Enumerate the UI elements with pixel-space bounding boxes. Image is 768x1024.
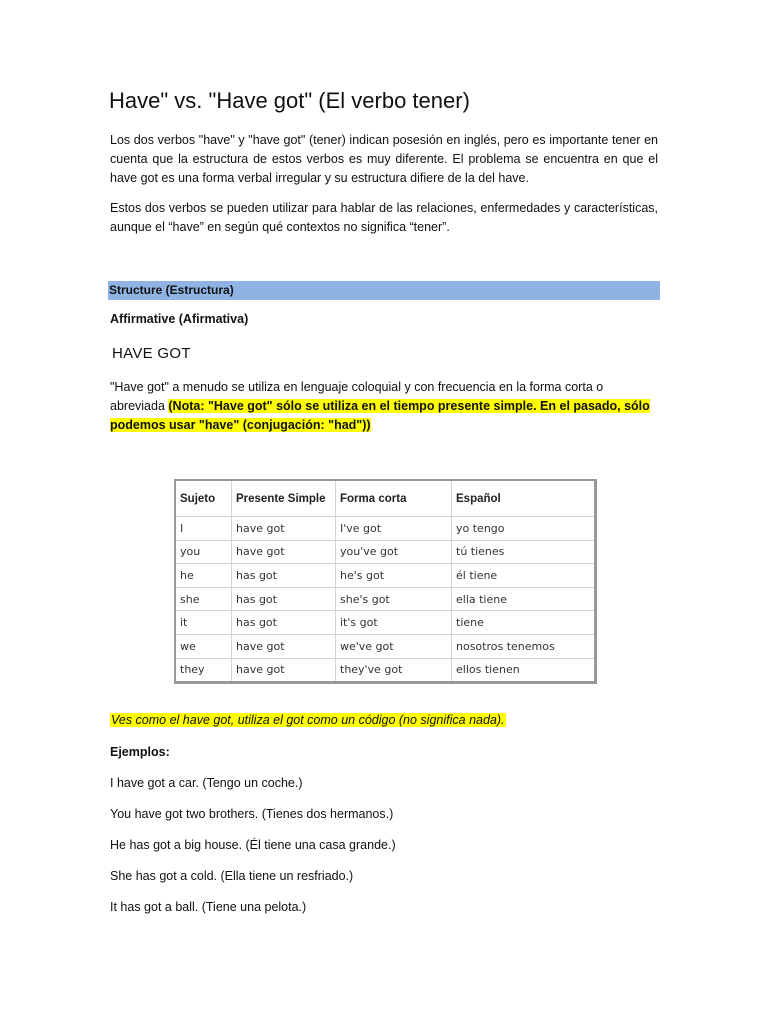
- example-sentence: You have got two brothers. (Tienes dos hermanos.): [110, 807, 394, 821]
- cell-short: you've got: [336, 540, 452, 564]
- table-row: [175, 587, 596, 611]
- have-got-heading: HAVE GOT: [112, 345, 191, 362]
- table-row: [175, 540, 596, 564]
- conjugation-table: [174, 479, 597, 684]
- cell-short: he's got: [336, 564, 452, 588]
- cell-subject: I: [175, 517, 232, 541]
- cell-short: I've got: [336, 517, 452, 541]
- cell-spanish: tiene: [452, 611, 596, 635]
- page-title: Have" vs. "Have got" (El verbo tener): [109, 88, 470, 113]
- section-heading-bar: Structure (Estructura): [108, 281, 660, 300]
- cell-present: has got: [232, 564, 336, 588]
- have-got-note: (Nota: "Have got" sólo se utiliza en el tiempo presente simple. En el pasado, sólo podemos usar "have" (conjugación: "had")): [110, 399, 650, 432]
- cell-present: have got: [232, 634, 336, 658]
- example-sentence: She has got a cold. (Ella tiene un resfriado.): [110, 869, 354, 883]
- cell-present: have got: [232, 658, 336, 683]
- header-forma-corta: Forma corta: [336, 480, 452, 517]
- cell-present: have got: [232, 540, 336, 564]
- header-presente-simple: Presente Simple: [232, 480, 336, 517]
- cell-short: it's got: [336, 611, 452, 635]
- intro-paragraph-2: Estos dos verbos se pueden utilizar para hablar de las relaciones, enfermedades y características, aunque el “have” en según qué contextos no significa “tener”.: [110, 201, 658, 234]
- cell-subject: he: [175, 564, 232, 588]
- table-row: [175, 564, 596, 588]
- table-row: [175, 634, 596, 658]
- affirmative-heading: Affirmative (Afirmativa): [110, 312, 249, 326]
- example-sentence: He has got a big house. (Él tiene una casa grande.): [110, 838, 396, 852]
- cell-present: has got: [232, 587, 336, 611]
- cell-spanish: él tiene: [452, 564, 596, 588]
- cell-subject: it: [175, 611, 232, 635]
- cell-short: she's got: [336, 587, 452, 611]
- cell-subject: you: [175, 540, 232, 564]
- table-header-row: [175, 480, 596, 517]
- table-row: [175, 658, 596, 683]
- table-row: [175, 517, 596, 541]
- cell-subject: they: [175, 658, 232, 683]
- cell-spanish: nosotros tenemos: [452, 634, 596, 658]
- header-espanol: Español: [452, 480, 596, 517]
- example-sentence: I have got a car. (Tengo un coche.): [110, 776, 303, 790]
- examples-heading: Ejemplos:: [110, 745, 170, 759]
- cell-spanish: ella tiene: [452, 587, 596, 611]
- table-row: [175, 611, 596, 635]
- cell-subject: we: [175, 634, 232, 658]
- cell-present: have got: [232, 517, 336, 541]
- cell-spanish: ellos tienen: [452, 658, 596, 683]
- cell-short: they've got: [336, 658, 452, 683]
- cell-subject: she: [175, 587, 232, 611]
- cell-present: has got: [232, 611, 336, 635]
- example-sentence: It has got a ball. (Tiene una pelota.): [110, 900, 307, 914]
- intro-paragraph-1: Los dos verbos "have" y "have got" (tener) indican posesión en inglés, pero es importante tener en cuenta que la estructura de estos verbos es muy diferente. El problema se encuentra en que el have got es una forma verbal irregular y su estructura difiere de la del have.: [110, 133, 658, 185]
- header-sujeto: Sujeto: [175, 480, 232, 517]
- have-got-text: "Have got" a menudo se utiliza en lenguaje coloquial y con frecuencia en la forma corta o abreviada: [110, 380, 604, 413]
- have-got-paragraph: [110, 378, 658, 435]
- highlighted-note: Ves como el have got, utiliza el got como un código (no significa nada).: [111, 713, 505, 727]
- cell-spanish: tú tienes: [452, 540, 596, 564]
- cell-short: we've got: [336, 634, 452, 658]
- cell-spanish: yo tengo: [452, 517, 596, 541]
